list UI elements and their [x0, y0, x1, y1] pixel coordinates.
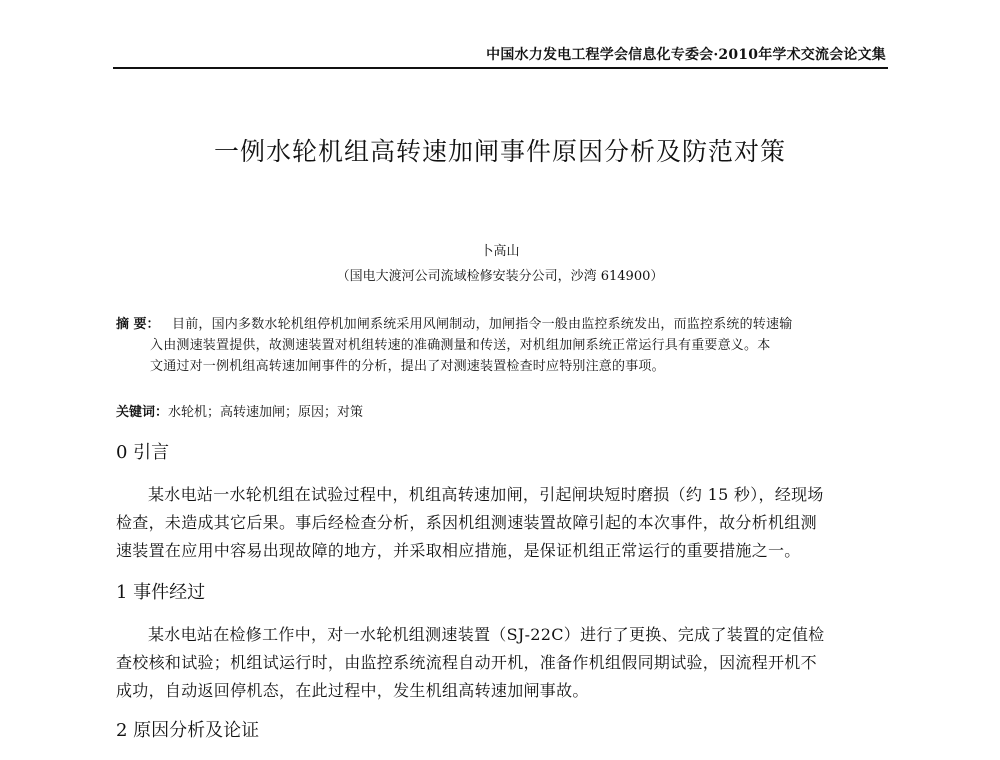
abstract-line-1: 目前，国内多数水轮机组停机加闸系统采用风闸制动，加闸指令一般由监控系统发出，而监控系统的转速输 [172, 317, 793, 332]
section-heading-event: 1 事件经过 [116, 582, 206, 603]
author-name: 卜高山 [480, 244, 520, 259]
body-line: 某水电站一水轮机组在试验过程中，机组高转速加闸，引起闸块短时磨损（约 15 秒），经现场 [148, 485, 824, 504]
keywords-block [116, 401, 363, 420]
body-line: 成功，自动返回停机态，在此过程中，发生机组高转速加闸事故。 [116, 681, 589, 700]
abstract-line-2: 入由测速装置提供，故测速装置对机组转速的准确测量和传送，对机组加闸系统正常运行具有重要意义。本 [150, 338, 771, 353]
section-heading-introduction: 0 引言 [116, 442, 170, 463]
body-line: 检查，未造成其它后果。事后经检查分析，系因机组测速装置故障引起的本次事件，故分析机组测 [116, 513, 817, 532]
header-rule [113, 67, 888, 69]
abstract-label: 摘 要： [116, 317, 160, 332]
abstract-line-3: 文通过对一例机组高转速加闸事件的分析，提出了对测速装置检查时应特别注意的事项。 [150, 359, 665, 374]
running-header: 中国水力发电工程学会信息化专委会·2010年学术交流会论文集 [486, 47, 886, 63]
author-affiliation: （国电大渡河公司流域检修安装分公司，沙湾 614900） [336, 269, 664, 284]
body-line: 某水电站在检修工作中，对一水轮机组测速装置（SJ-22C）进行了更换、完成了装置的定值检 [148, 625, 825, 644]
keywords-label: 关键词： [116, 405, 169, 420]
body-line: 速装置在应用中容易出现故障的地方，并采取相应措施，是保证机组正常运行的重要措施之一。 [116, 541, 801, 560]
body-line: 查校核和试验；机组试运行时，由监控系统流程自动开机，准备作机组假同期试验，因流程开机不 [116, 653, 817, 672]
paper-title: 一例水轮机组高转速加闸事件原因分析及防范对策 [213, 137, 786, 166]
keywords-text: 水轮机；高转速加闸；原因；对策 [168, 405, 364, 420]
section-heading-analysis: 2 原因分析及论证 [116, 720, 260, 741]
